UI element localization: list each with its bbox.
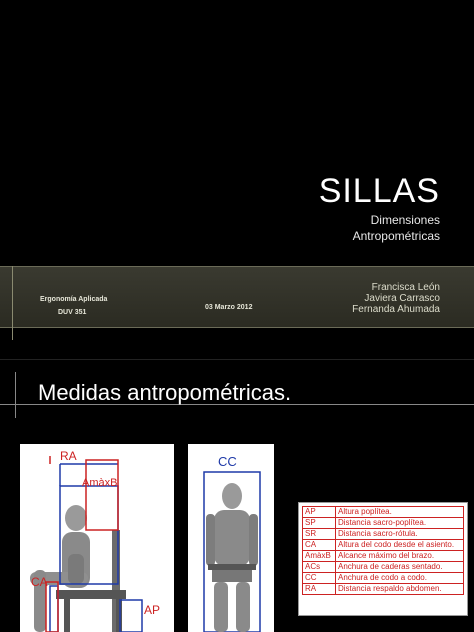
legend-abbr: CC xyxy=(303,573,336,584)
legend-abbr: SR xyxy=(303,529,336,540)
author-name: Fernanda Ahumada xyxy=(352,304,440,315)
author-name: Francisca León xyxy=(371,282,440,293)
label-amaxb: AmàxB xyxy=(82,477,118,489)
table-row xyxy=(303,507,464,518)
legend-desc: Altura poplítea. xyxy=(336,507,464,518)
measurements-legend xyxy=(298,502,468,616)
legend-abbr: CA xyxy=(303,540,336,551)
slide-subtitle xyxy=(353,212,440,244)
course-name: Ergonomía Aplicada xyxy=(40,296,108,303)
legend-desc: Alcance máximo del brazo. xyxy=(336,551,464,562)
course-code: DUV 351 xyxy=(58,309,87,316)
table-row xyxy=(303,573,464,584)
legend-desc: Anchura de caderas sentado. xyxy=(336,562,464,573)
band-divider xyxy=(12,266,13,340)
presentation-date: 03 Marzo 2012 xyxy=(205,304,253,311)
legend-abbr: RA xyxy=(303,584,336,595)
back-view-figure xyxy=(188,444,274,632)
table-row xyxy=(303,584,464,595)
label-cc: CC xyxy=(218,454,237,469)
table-row xyxy=(303,551,464,562)
label-ra: RA xyxy=(60,449,77,463)
authors-list xyxy=(352,282,440,315)
legend-desc: Altura del codo desde el asiento. xyxy=(336,540,464,551)
legend-abbr: AmàxB xyxy=(303,551,336,562)
slide-title: SILLAS xyxy=(318,172,440,210)
legend-table xyxy=(302,506,464,595)
label-ca: CA xyxy=(31,575,48,589)
legend-desc: Distancia respaldo abdomen. xyxy=(336,584,464,595)
legend-abbr: SP xyxy=(303,518,336,529)
table-row xyxy=(303,518,464,529)
author-name: Javiera Carrasco xyxy=(364,293,440,304)
legend-abbr: AP xyxy=(303,507,336,518)
table-row xyxy=(303,529,464,540)
side-view-figure xyxy=(20,444,174,632)
section-divider xyxy=(15,372,16,418)
table-row xyxy=(303,540,464,551)
section-title: Medidas antropométricas. xyxy=(38,380,292,405)
table-row xyxy=(303,562,464,573)
legend-desc: Distancia sacro-rótula. xyxy=(336,529,464,540)
legend-abbr: ACs xyxy=(303,562,336,573)
legend-desc: Distancia sacro-poplítea. xyxy=(336,518,464,529)
subtitle-line-1: Dimensiones xyxy=(370,213,440,227)
subtitle-line-2: Antropométricas xyxy=(352,229,440,243)
label-ap: AP xyxy=(144,603,161,617)
legend-desc: Anchura de codo a codo. xyxy=(336,573,464,584)
